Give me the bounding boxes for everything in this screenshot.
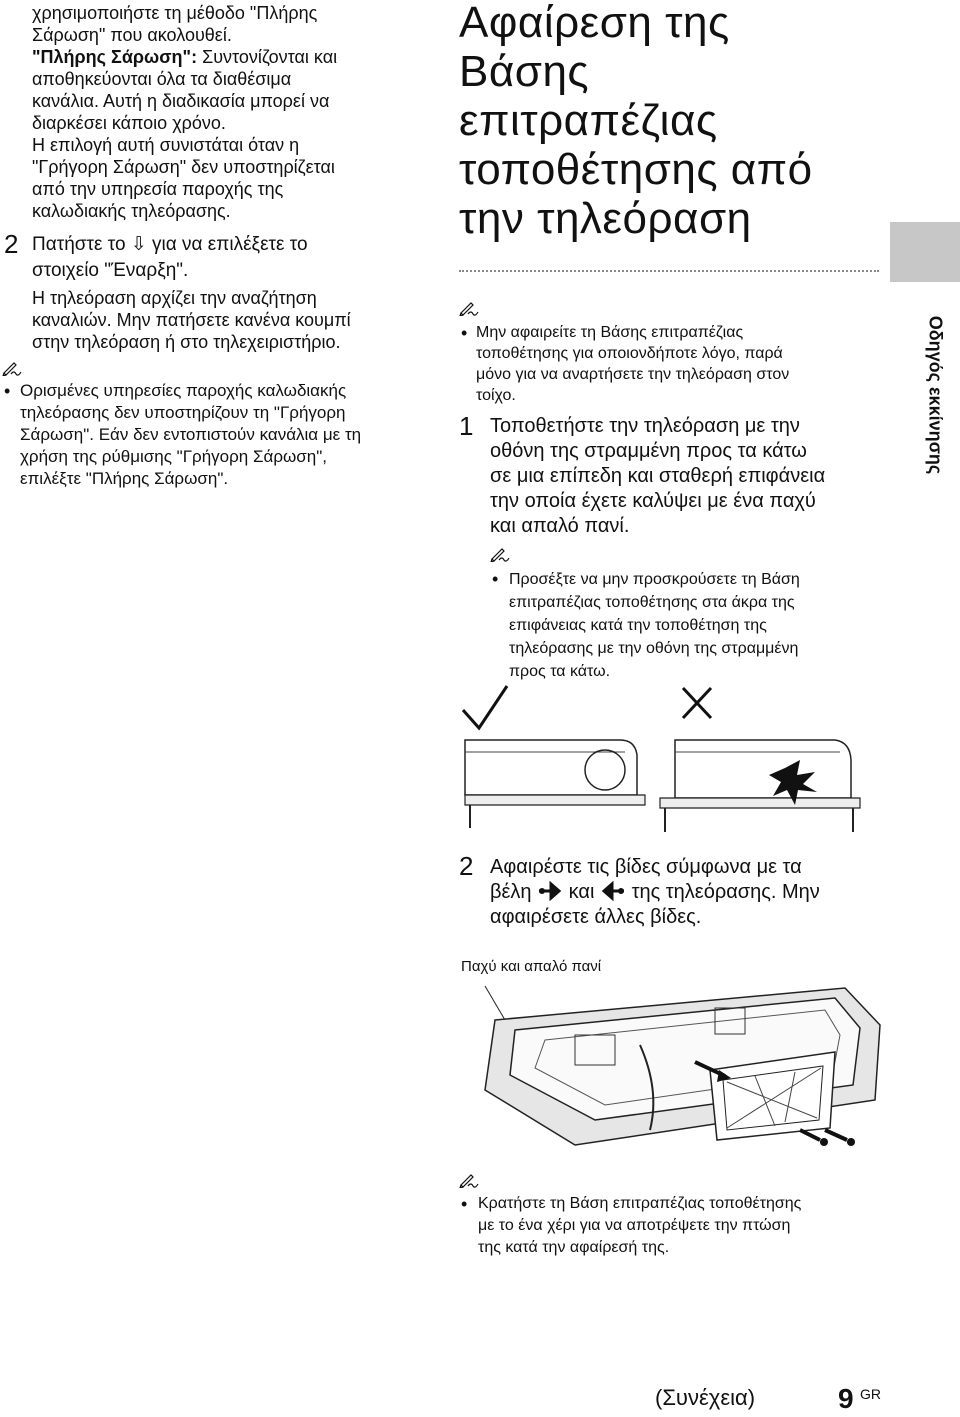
arrow-left-icon xyxy=(600,881,626,901)
note-paragraph xyxy=(509,568,889,683)
note-paragraph xyxy=(476,322,881,406)
text-line: Αφαιρέστε τις βίδες σύμφωνα με τα xyxy=(490,856,802,878)
bullet-icon: • xyxy=(4,381,11,401)
text-line: χρήση της ρύθμισης "Γρήγορη Σάρωση", xyxy=(20,447,327,466)
step-number: 1 xyxy=(459,411,474,441)
text-line: κανάλια. Αυτή η διαδικασία μπορεί να xyxy=(32,91,330,111)
text-line: μόνο για να αναρτήσετε την τηλεόραση στον xyxy=(476,366,790,383)
bullet-icon: • xyxy=(461,323,468,343)
cloth-label: Παχύ και απαλό πανί xyxy=(461,958,602,975)
screw-icon xyxy=(825,1130,847,1140)
placement-illustration xyxy=(455,680,885,840)
intro-paragraph xyxy=(32,2,432,222)
text-line: προς τα κάτω. xyxy=(509,663,611,680)
text-line: Προσέξτε να μην προσκρούσετε τη Βάση xyxy=(509,571,800,588)
full-scan-line xyxy=(32,46,432,68)
note-icon xyxy=(2,360,24,376)
arrow-right-icon xyxy=(537,881,563,901)
text-line: Η επιλογή αυτή συνιστάται όταν η xyxy=(32,135,300,155)
text-line: τηλεόρασης με την οθόνη της στραμμένη xyxy=(509,640,799,657)
text-segment: και xyxy=(568,881,595,903)
text-line: χρησιμοποιήστε τη μέθοδο "Πλήρης xyxy=(32,3,318,23)
page-number: 9 xyxy=(838,1383,854,1414)
text-line: Κρατήστε τη Βάση επιτραπέζιας τοποθέτησης xyxy=(478,1195,802,1212)
bullet-icon: • xyxy=(461,1194,468,1214)
text-line: στοιχείο "Έναρξη". xyxy=(32,260,189,281)
text-line: σε μια επίπεδη και σταθερή επιφάνεια xyxy=(490,465,826,487)
text-line: και απαλό πανί. xyxy=(490,515,630,537)
text-line: Η τηλεόραση αρχίζει την αναζήτηση xyxy=(32,288,317,308)
language-code: GR xyxy=(860,1386,881,1402)
step-number: 2 xyxy=(4,229,19,259)
step-2-arrow-line xyxy=(490,880,880,905)
text-line: επιτραπέζιας τοποθέτησης στα άκρα της xyxy=(509,594,795,611)
tv-correct-illustration xyxy=(465,740,645,828)
side-tab-marker xyxy=(890,222,960,282)
title-line: Αφαίρεση της xyxy=(459,0,730,47)
text-line: της κατά την αφαίρεσή της. xyxy=(478,1239,670,1256)
text-line: αφαιρέσετε άλλες βίδες. xyxy=(490,906,702,928)
screw-icon xyxy=(800,1130,820,1140)
text-line: διαρκέσει κάποιο χρόνο. xyxy=(32,113,226,133)
tv-on-cloth-illustration xyxy=(455,980,885,1150)
tv-incorrect-illustration xyxy=(660,740,860,832)
step-2-detail xyxy=(32,287,432,353)
text-line: επιλέξτε "Πλήρης Σάρωση". xyxy=(20,469,229,488)
text-line: οθόνη της στραμμένη προς τα κάτω xyxy=(490,440,807,462)
title-line: επιτραπέζιας xyxy=(459,96,718,145)
step-number: 2 xyxy=(459,851,474,881)
text-line: "Γρήγορη Σάρωση" δεν υποστηρίζεται xyxy=(32,157,335,177)
full-scan-label: "Πλήρης Σάρωση": xyxy=(32,47,198,67)
title-line: τοποθέτησης από xyxy=(459,145,813,194)
text-line: επιφάνειας κατά την τοποθέτηση της xyxy=(509,617,767,634)
note-paragraph xyxy=(20,380,440,490)
text-line: Συντονίζονται και xyxy=(197,47,338,67)
step-2-instruction xyxy=(32,232,432,284)
text-line: Τοποθετήστε την τηλεόραση με την xyxy=(490,415,800,437)
side-tab-label xyxy=(918,300,952,490)
text-line: με το ένα χέρι για να αποτρέψετε την πτώση xyxy=(478,1217,791,1234)
note-icon xyxy=(459,1172,481,1188)
text-line: Ορισμένες υπηρεσίες παροχής καλωδιακής xyxy=(20,381,347,400)
note-icon xyxy=(490,546,512,562)
text-line: στην τηλεόραση ή στο τηλεχειριστήριο. xyxy=(32,332,341,352)
text-line: από την υπηρεσία παροχής της xyxy=(32,179,284,199)
text-segment: βέλη xyxy=(490,881,532,903)
bullet-icon: • xyxy=(492,569,499,589)
text-line: Πατήστε το ⇩ για να επιλέξετε το xyxy=(32,234,308,255)
text-line: καναλιών. Μην πατήσετε κανένα κουμπί xyxy=(32,310,351,330)
title-divider xyxy=(459,270,879,272)
section-title xyxy=(459,0,879,243)
title-line: Βάσης xyxy=(459,47,590,96)
text-line: Μην αφαιρείτε τη Βάσης επιτραπέζιας xyxy=(476,324,744,341)
continued-label: (Συνέχεια) xyxy=(655,1385,756,1410)
side-tab-text: Οδηγός εκκίνησης xyxy=(925,315,946,475)
note-paragraph xyxy=(478,1193,888,1259)
text-line: Σάρωση". Εάν δεν εντοπιστούν κανάλια με τη xyxy=(20,425,362,444)
cross-icon xyxy=(683,688,711,718)
text-line: τηλεόρασης δεν υποστηρίζουν τη "Γρήγορη xyxy=(20,403,346,422)
check-icon xyxy=(463,686,507,728)
text-line: καλωδιακής τηλεόρασης. xyxy=(32,201,231,221)
step-1-instruction xyxy=(490,414,880,539)
text-line: Σάρωση" που ακολουθεί. xyxy=(32,25,232,45)
text-line: τοίχο. xyxy=(476,387,516,404)
text-line: την οποία έχετε καλύψει με ένα παχύ xyxy=(490,490,816,512)
note-icon xyxy=(459,300,481,316)
text-line: αποθηκεύονται όλα τα διαθέσιμα xyxy=(32,69,292,89)
title-line: την τηλεόραση xyxy=(459,194,752,243)
text-line: τοποθέτησης για οποιονδήποτε λόγο, παρά xyxy=(476,345,783,362)
step-2-instruction xyxy=(490,855,880,930)
text-segment: της τηλεόρασης. Μην xyxy=(631,881,820,903)
